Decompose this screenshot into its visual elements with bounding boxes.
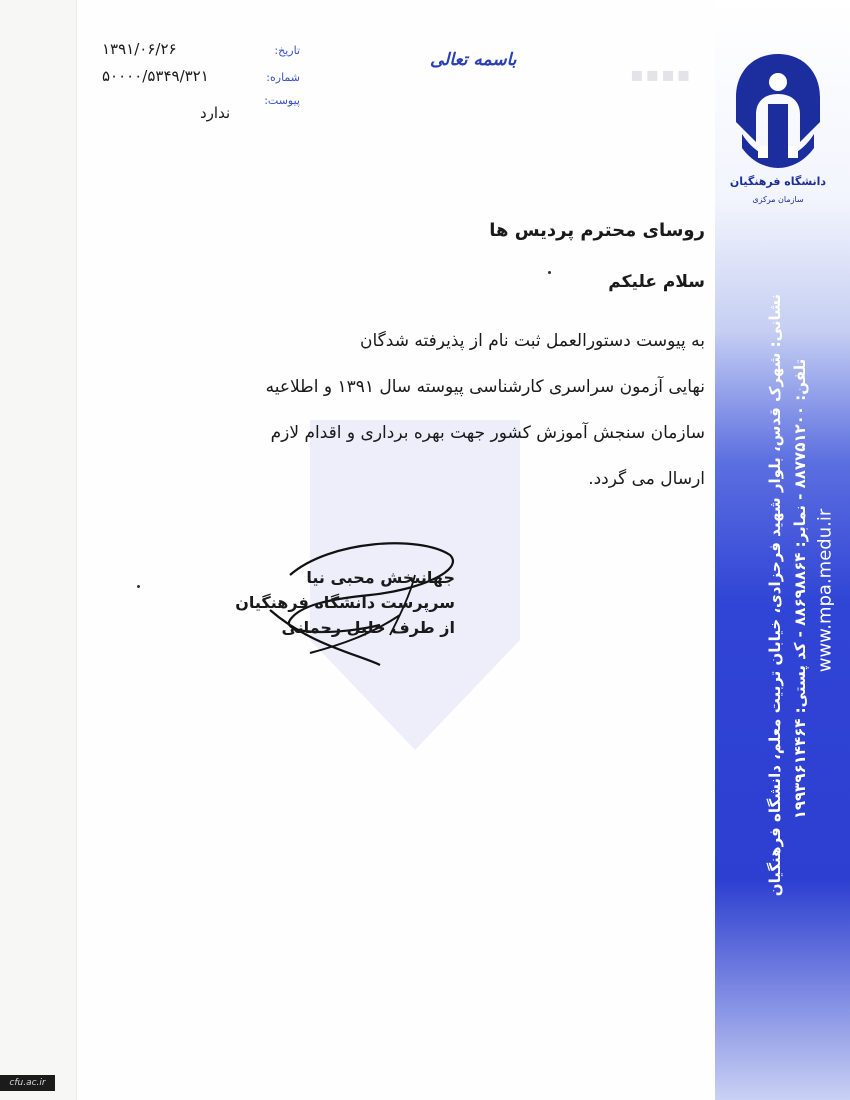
logo-org-name: دانشگاه فرهنگیان <box>729 175 827 188</box>
body-line-2: نهایی آزمون سراسری کارشناسی پیوسته سال ۱۳۹۱ و اطلاعیه <box>265 377 705 397</box>
letterhead-address: نشانی: شهرک قدس، بلوار شهید فرحزادی، خیابان تربیت معلم، دانشگاه فرهنگیان <box>766 294 784 897</box>
letterhead-website: www.mpa.medu.ir <box>814 508 836 673</box>
greeting-line: سلام علیکم <box>608 272 705 292</box>
date-label: تاریخ: <box>274 44 300 57</box>
ink-speck <box>137 585 140 588</box>
number-value: ۵۰۰۰۰/۵۳۴۹/۳۲۱ <box>102 67 209 85</box>
attachment-label: پیوست: <box>264 94 300 107</box>
corner-tag: cfu.ac.ir <box>0 1075 55 1091</box>
ink-speck <box>548 271 551 274</box>
signatory-title: سرپرست دانشگاه فرهنگیان <box>235 593 455 612</box>
letter-body <box>205 318 705 502</box>
letterhead-contact <box>715 280 850 897</box>
scan-margin <box>0 0 76 1100</box>
signature-block <box>235 565 455 640</box>
letterhead-phones: تلفن: ۸۸۷۷۵۱۲۰۰ - نمابر: ۸۸۶۹۸۸۶۴ - کد پستی: ۱۹۹۳۹۶۱۴۴۶۴ <box>791 358 809 820</box>
recipient-line: روسای محترم پردیس ها <box>489 220 705 241</box>
body-line-1: به پیوست دستورالعمل ثبت نام از پذیرفته شدگان <box>360 331 705 351</box>
date-value: ۱۳۹۱/۰۶/۲۶ <box>102 40 177 58</box>
faint-stamp: ▪︎▪︎▪︎▪︎ <box>630 62 693 86</box>
body-line-3: سازمان سنجش آموزش کشور جهت بهره برداری و اقدام لازم <box>270 423 705 443</box>
logo-org-sub: سازمان مرکزی <box>752 195 804 204</box>
signatory-name: جهانبخش محبی نیا <box>306 568 455 587</box>
number-row <box>100 67 300 94</box>
scan-edge-line <box>76 0 77 1100</box>
signatory-on-behalf: از طرف خلیل رحمانی <box>281 618 455 637</box>
body-line-4: ارسال می گردد. <box>588 469 705 489</box>
invocation-text: باسمه تعالی <box>430 50 517 70</box>
number-label: شماره: <box>266 71 300 84</box>
date-row <box>100 40 300 67</box>
attachment-value: ندارد <box>200 104 231 122</box>
university-logo <box>728 52 828 212</box>
